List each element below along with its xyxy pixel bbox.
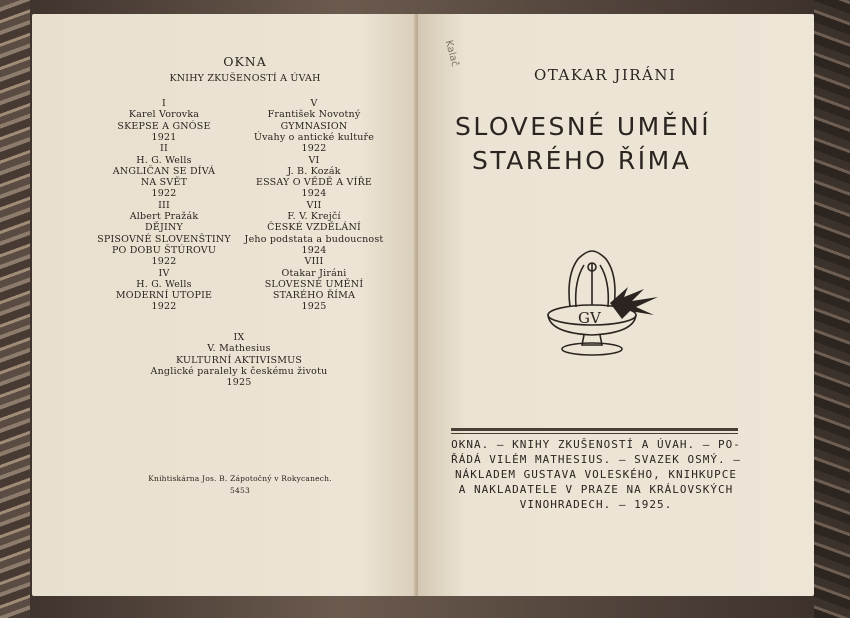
volume-year: 1921	[151, 131, 177, 143]
volume-number: V	[310, 98, 318, 109]
series-name: OKNA	[223, 54, 267, 69]
volume-title: SPISOVNÉ SLOVENŠTINY	[97, 233, 231, 245]
imprint-line: VINOHRADECH. — 1925.	[519, 498, 673, 511]
volume-author: V. Mathesius	[207, 343, 271, 355]
volume-author: F. V. Krejčí	[287, 211, 341, 222]
volume-title: KULTURNÍ AKTIVISMUS	[175, 354, 303, 366]
marbled-cover-left	[0, 0, 30, 618]
volume-title: SLOVESNÉ UMĚNÍ	[264, 278, 364, 290]
pencil-note: Kalač	[442, 39, 461, 68]
imprint-rule-thin	[451, 433, 738, 434]
volume-number: VI	[308, 154, 320, 166]
volume-author: J. B. Kozák	[287, 165, 341, 177]
volume-year: 1924	[301, 188, 327, 200]
publisher-emblem	[540, 245, 665, 360]
volume-title: Jeho podstata a budoucnost	[244, 233, 384, 245]
volume-title: MODERNÍ UTOPIE	[115, 290, 213, 302]
volume-number: IX	[233, 332, 245, 343]
emblem-initials: GV	[578, 309, 601, 327]
imprint-line: A NAKLADATELE V PRAZE NA KRÁLOVSKÝCH	[458, 483, 734, 496]
volume-year: 1922	[301, 143, 327, 155]
volume-author: H. G. Wells	[136, 154, 192, 166]
volume-year: 1922	[151, 188, 177, 200]
left-page	[32, 14, 418, 596]
volume-title: ESSAY O VĚDĚ A VÍŘE	[255, 177, 373, 189]
volume-author: Albert Pražák	[129, 211, 199, 222]
volume-title: ANGLIČAN SE DÍVÁ	[112, 165, 216, 177]
volume-year: 1925	[226, 377, 252, 389]
series-subtitle: KNIHY ZKUŠENOSTÍ A ÚVAH	[169, 73, 321, 84]
volume-year: 1924	[301, 244, 327, 256]
imprint-line: NÁKLADEM GUSTAVA VOLESKÉHO, KNIHKUPCE	[454, 468, 738, 481]
volume-number: I	[162, 98, 166, 109]
volume-number: II	[160, 143, 168, 155]
volume-title: Anglické paralely k českému životu	[150, 365, 328, 377]
imprint-rule-thick	[451, 428, 738, 431]
volume-author: František Novotný	[267, 109, 361, 121]
volume-title: DĚJINY	[145, 222, 183, 234]
imprint-block	[450, 437, 742, 512]
volume-title: Úvahy o antické kultuře	[253, 131, 375, 143]
volume-title: PO DOBU ŠTÚROVU	[111, 244, 217, 256]
title-line-2: STARÉHO ŘÍMA	[472, 146, 692, 175]
volume-title: ČESKÉ VZDĚLÁNÍ	[267, 222, 361, 234]
volume-year: 1922	[151, 301, 177, 313]
printer-number: 5453	[230, 486, 250, 495]
marbled-cover-right	[814, 0, 850, 618]
volume-number: VII	[306, 199, 322, 211]
imprint-line: OKNA. — KNIHY ZKUŠENOSTÍ A ÚVAH. — PO-	[451, 438, 741, 451]
volume-title: NA SVĚT	[140, 177, 188, 189]
author-name: OTAKAR JIRÁNI	[534, 66, 677, 84]
volume-title: GYMNASION	[280, 120, 348, 132]
volume-year: 1922	[151, 256, 177, 268]
printer-line: Knihtiskárna Jos. B. Zápotočný v Rokycanech.	[148, 474, 332, 483]
volume-number: IV	[158, 267, 170, 279]
volume-number: III	[158, 199, 170, 211]
volume-number: VIII	[304, 256, 324, 268]
imprint-line: ŘÁDÁ VILÉM MATHESIUS. — SVAZEK OSMÝ. —	[451, 453, 741, 466]
volume-author: Otakar Jiráni	[281, 267, 347, 279]
volume-author: Karel Vorovka	[128, 109, 200, 121]
volume-title: SKEPSE A GNÓSE	[117, 120, 211, 132]
volume-year: 1925	[301, 301, 327, 313]
volume-title: STARÉHO ŘÍMA	[272, 290, 356, 302]
title-line-1: SLOVESNÉ UMĚNÍ	[455, 112, 712, 141]
volume-author: H. G. Wells	[136, 278, 192, 290]
